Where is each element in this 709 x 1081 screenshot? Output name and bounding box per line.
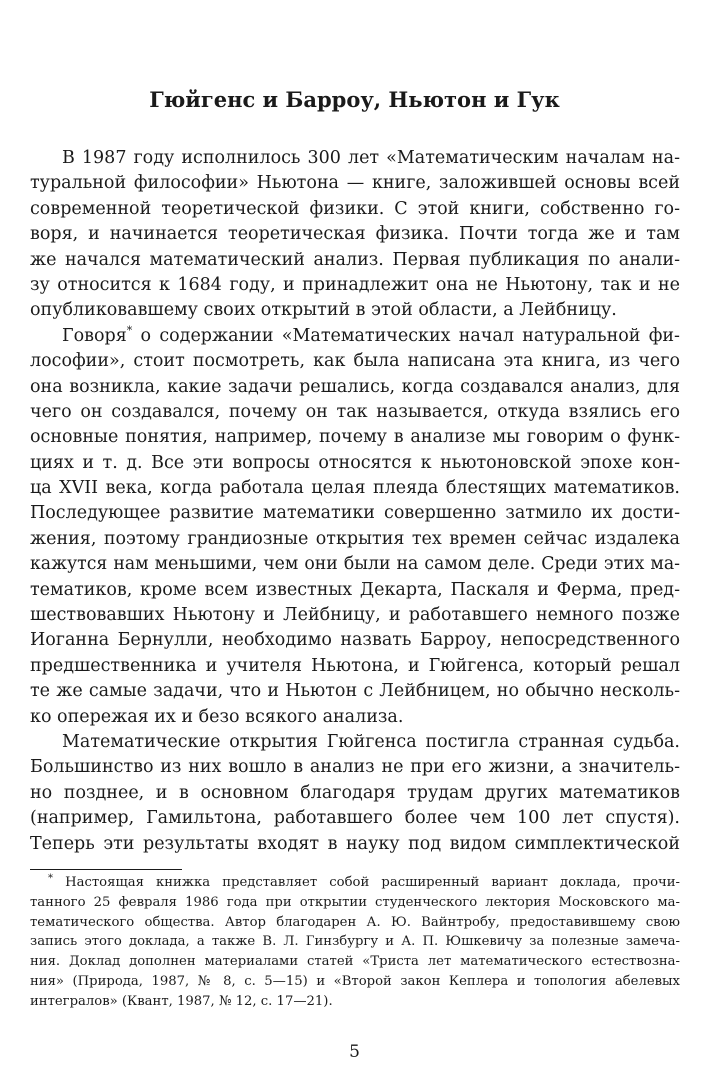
text-line: ко опережая их и безо всякого анализа. [30, 706, 404, 727]
footnote-marker: * [48, 873, 53, 884]
text-line: же начался математический анализ. Первая публикация по анали- [30, 249, 680, 270]
text-line: зу относится к 1684 году, и принадлежит она не Ньютону, так и не [30, 274, 680, 295]
text-line: туральной философии» Ньютона — книге, заложившей основы всей [30, 173, 680, 194]
text-fragment: Говоря [62, 325, 127, 346]
text-line: но позднее, и в основном благодаря трудам других математиков [30, 782, 680, 803]
text-line: предшественника и учителя Ньютона, и Гюйгенса, который решал [30, 655, 680, 676]
text-line: Большинство из них вошло в анализ не при его жизни, а значитель- [30, 757, 680, 778]
text-line: основные понятия, например, почему в анализе мы говорим о функ- [30, 427, 680, 448]
footnote-reference: * [126, 323, 133, 337]
text-line: те же самые задачи, что и Ньютон с Лейбницем, но обычно несколь- [30, 681, 680, 702]
page-number: 5 [349, 1042, 360, 1062]
text-line: современной теоретической физики. С этой книги, собственно го- [30, 198, 680, 219]
text-line: Иоганна Бернулли, необходимо назвать Барроу, непосредственного [30, 630, 680, 651]
text-line: жения, поэтому грандиозные открытия тех времен сейчас издалека [30, 528, 680, 549]
footnote-line: ния» (Природа, 1987, № 8, с. 5—15) и «Второй закон Кеплера и топология абелевых [30, 973, 680, 989]
footnote-line: запись этого доклада, а также В. Л. Гинзбургу и А. П. Юшкевичу за полезные замеча- [30, 934, 680, 950]
text-line: опубликовавшему своих открытий в этой области, а Лейбницу. [30, 300, 617, 321]
text-line: тематиков, кроме всем известных Декарта, Паскаля и Ферма, пред- [30, 579, 680, 600]
text-line: чего он создавался, почему он так называется, откуда взялись его [30, 401, 680, 422]
footnote-line [30, 873, 680, 893]
text-line: Математические открытия Гюйгенса постигла странная судьба. [62, 731, 680, 752]
text-line: циях и т. д. Все эти вопросы относятся к ньютоновской эпохе кон- [30, 452, 680, 473]
footnote-line: интегралов» (Квант, 1987, № 12, с. 17—21). [30, 993, 333, 1009]
text-line: ца XVII века, когда работала целая плеяда блестящих математиков. [30, 478, 680, 499]
footnote [30, 873, 680, 1012]
text-line: В 1987 году исполнилось 300 лет «Математическим началам на- [62, 148, 680, 168]
footnote-line: тематического общества. Автор благодарен А. Ю. Вайнтробу, предоставившему свою [30, 914, 680, 930]
text-line: лософии», стоит посмотреть, как была написана эта книга, из чего [30, 351, 680, 372]
main-text [30, 146, 680, 857]
footnote-line: ния. Доклад дополнен материалами статей «Триста лет математического естествозна- [30, 954, 680, 970]
footnote-line: танного 25 февраля 1986 года при открытии студенческого лектория Московского ма- [30, 894, 680, 910]
text-line: Последующее развитие математики совершенно затмило их дости- [30, 503, 680, 524]
text-line: шествовавших Ньютону и Лейбницу, и работавшего немного позже [30, 605, 680, 626]
chapter-heading: Гюйгенс и Барроу, Ньютон и Гук [149, 87, 560, 112]
text-line: кажутся нам меньшими, чем они были на самом деле. Среди этих ма- [30, 554, 680, 575]
text-line: Теперь эти результаты входят в науку под видом симплектической [30, 833, 680, 854]
text-line: она возникла, какие задачи решались, когда создавался анализ, для [30, 376, 680, 397]
text-line [30, 324, 680, 349]
text-fragment: о содержании «Математических начал натуральной фи- [140, 325, 680, 346]
text-line: (например, Гамильтона, работавшего более чем 100 лет спустя). [30, 808, 680, 829]
text-line: воря, и начинается теоретическая физика. Почти тогда же и там [30, 224, 680, 245]
footnote-text: Настоящая книжка представляет собой расширенный вариант доклада, прочи- [65, 875, 680, 890]
footnote-divider [30, 869, 182, 870]
